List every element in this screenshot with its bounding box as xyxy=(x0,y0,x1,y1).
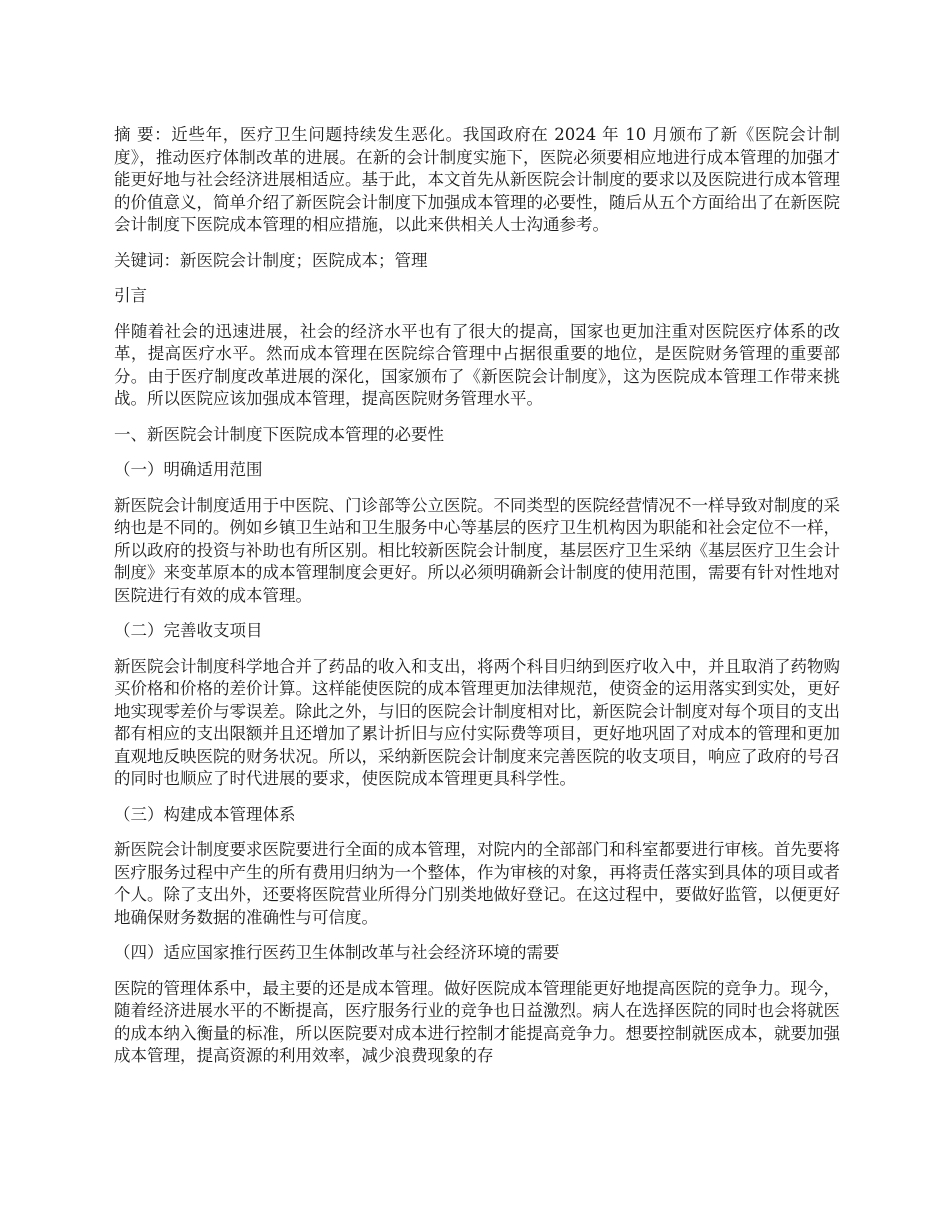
subsection-2-paragraph: 新医院会计制度科学地合并了药品的收入和支出，将两个科目归纳到医疗收入中，并且取消了药物购买价格和价格的差价计算。这样能使医院的成本管理更加法律规范，使资金的运用落实到实处，更好地实现零差价与零误差。除此之外，与旧的医院会计制度相对比，新医院会计制度对每个项目的支出都有相应的支出限额并且还增加了累计折旧与应付实际费等项目，更好地巩固了对成本的管理和更加直观地反映医院的财务状况。所以，采纳新医院会计制度来完善医院的收支项目，响应了政府的号召的同时也顺应了时代进展的要求，使医院成本管理更具科学性。 xyxy=(114,656,840,788)
intro-heading: 引言 xyxy=(114,286,147,305)
subsection-2-heading: （二）完善收支项目 xyxy=(114,621,263,640)
subsection-1-heading: （一）明确适用范围 xyxy=(114,460,263,479)
subsection-1-paragraph: 新医院会计制度适用于中医院、门诊部等公立医院。不同类型的医院经营情况不一样导致对制度的采纳也是不同的。例如乡镇卫生站和卫生服务中心等基层的医疗卫生机构因为职能和社会定位不一样，所以政府的投资与补助也有所区别。相比较新医院会计制度，基层医疗卫生采纳《基层医疗卫生会计制度》来变革原本的成本管理制度会更好。所以必须明确新会计制度的使用范围，需要有针对性地对医院进行有效的成本管理。 xyxy=(114,495,840,605)
subsection-3-heading: （三）构建成本管理体系 xyxy=(114,804,296,824)
intro-paragraph: 伴随着社会的迅速进展，社会的经济水平也有了很大的提高，国家也更加注重对医院医疗体系的改革，提高医疗水平。然而成本管理在医院综合管理中占据很重要的地位，是医院财务管理的重要部分。由于医疗制度改革进展的深化，国家颁布了《新医院会计制度》，这为医院成本管理工作带来挑战。所以医院应该加强成本管理，提高医院财务管理水平。 xyxy=(114,321,840,408)
subsection-3-paragraph: 新医院会计制度要求医院要进行全面的成本管理，对院内的全部部门和科室都要进行审核。首先要将医疗服务过程中产生的所有费用归纳为一个整体，作为审核的对象，再将责任落实到具体的项目或者个人。除了支出外，还要将医院营业所得分门别类地做好登记。在这过程中，要做好监管，以便更好地确保财务数据的准确性与可信度。 xyxy=(114,840,840,927)
keywords-line: 关键词：新医院会计制度；医院成本；管理 xyxy=(114,250,428,270)
document-page xyxy=(114,124,840,1081)
section-1-heading: 一、新医院会计制度下医院成本管理的必要性 xyxy=(114,424,444,444)
abstract-paragraph: 摘 要：近些年，医疗卫生问题持续发生恶化。我国政府在 2024 年 10 月颁布了新《医院会计制度》，推动医疗体制改革的进展。在新的会计制度实施下，医院必须要相应地进行成本管理的加强才能更好地与社会经济进展相适应。基于此，本文首先从新医院会计制度的要求以及医院进行成本管理的价值意义，简单介绍了新医院会计制度下加强成本管理的必要性，随后从五个方面给出了在新医院会计制度下医院成本管理的相应措施，以此来供相关人士沟通参考。 xyxy=(114,125,840,234)
subsection-4-heading: （四）适应国家推行医药卫生体制改革与社会经济环境的需要 xyxy=(114,943,560,962)
subsection-4-paragraph: 医院的管理体系中，最主要的还是成本管理。做好医院成本管理能更好地提高医院的竞争力。现今，随着经济进展水平的不断提高，医疗服务行业的竞争也日益激烈。病人在选择医院的同时也会将就医的成本纳入衡量的标准，所以医院要对成本进行控制才能提高竞争力。想要控制就医成本，就要加强成本管理，提高资源的利用效率，减少浪费现象的存 xyxy=(114,978,840,1065)
